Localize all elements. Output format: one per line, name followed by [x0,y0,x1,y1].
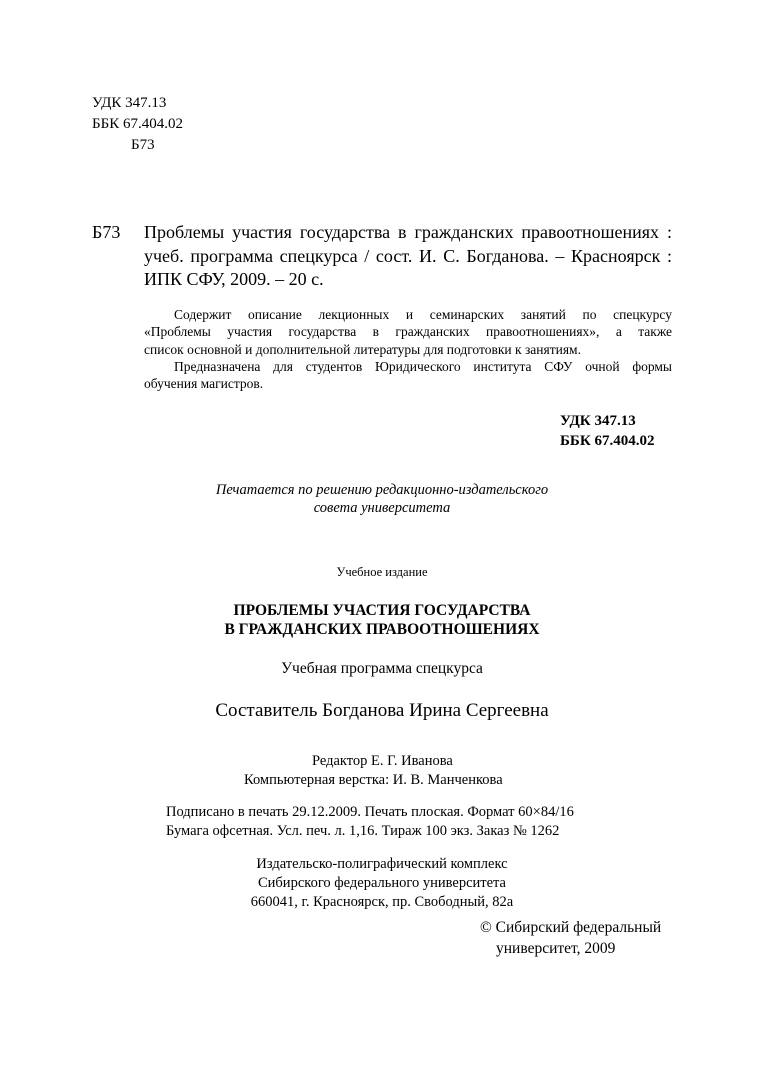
editors [244,752,503,790]
print-info [166,803,574,841]
header-classification [92,93,183,156]
classification-bottom [560,411,654,451]
editor: Редактор Е. Г. Иванова [312,753,453,769]
bib-line: Проблемы участия государства в гражданских правоотношениях : [144,222,672,242]
copyright-line: университет, 2009 [496,940,616,957]
council-note-line: Печатается по решению редакционно-издательского [215,482,549,498]
bib-line: ИПК СФУ, 2009. – 20 с. [144,269,324,289]
annotation-line: список основной и дополнительной литературы для подготовки к занятиям. [144,341,581,357]
layout-editor: Компьютерная верстка: И. В. Манченкова [244,772,503,788]
page-title [0,601,764,639]
copyright-line: © Сибирский федеральный [480,919,662,936]
annotation-line: Содержит описание лекционных и семинарских занятий по спецкурсу [174,307,672,322]
annotation-line: Предназначена для студентов Юридического института СФУ очной формы [174,358,672,374]
council-note [0,481,764,517]
annotation [144,306,672,392]
copyright [480,917,661,959]
subtitle: Учебная программа спецкурса [281,660,483,677]
udk-code: УДК 347.13 [92,95,167,111]
publisher-address: 660041, г. Красноярск, пр. Свободный, 82а [250,894,514,910]
bib-author-mark: Б73 [92,222,121,242]
title-line: В ГРАЖДАНСКИХ ПРАВООТНОШЕНИЯХ [224,621,540,638]
print-info-line: Бумага офсетная. Усл. печ. л. 1,16. Тираж 100 экз. Заказ № 1262 [166,823,560,839]
bibliographic-entry [144,221,672,292]
publisher-line: Издательско-полиграфический комплекс [256,856,508,872]
publisher-line: Сибирского федерального университета [258,875,506,891]
compiler: Составитель Богданова Ирина Сергеевна [215,700,549,721]
annotation-line: обучения магистров. [144,376,264,392]
print-info-line: Подписано в печать 29.12.2009. Печать плоская. Формат 60×84/16 [166,804,574,820]
annotation-line: «Проблемы участия государства в гражданских правоотношениях», а также [144,324,672,340]
title-line: ПРОБЛЕМЫ УЧАСТИЯ ГОСУДАРСТВА [233,602,531,619]
bbk-code: ББК 67.404.02 [92,116,183,132]
bbk-code-bottom: ББК 67.404.02 [560,433,655,449]
author-mark: Б73 [131,137,155,153]
udk-code-bottom: УДК 347.13 [560,413,636,429]
council-note-line: совета университета [313,500,451,516]
publisher [0,855,764,912]
edition-type: Учебное издание [336,565,428,579]
bib-line: учеб. программа спецкурса / сост. И. С. Богданова. – Красноярск : [144,245,672,266]
